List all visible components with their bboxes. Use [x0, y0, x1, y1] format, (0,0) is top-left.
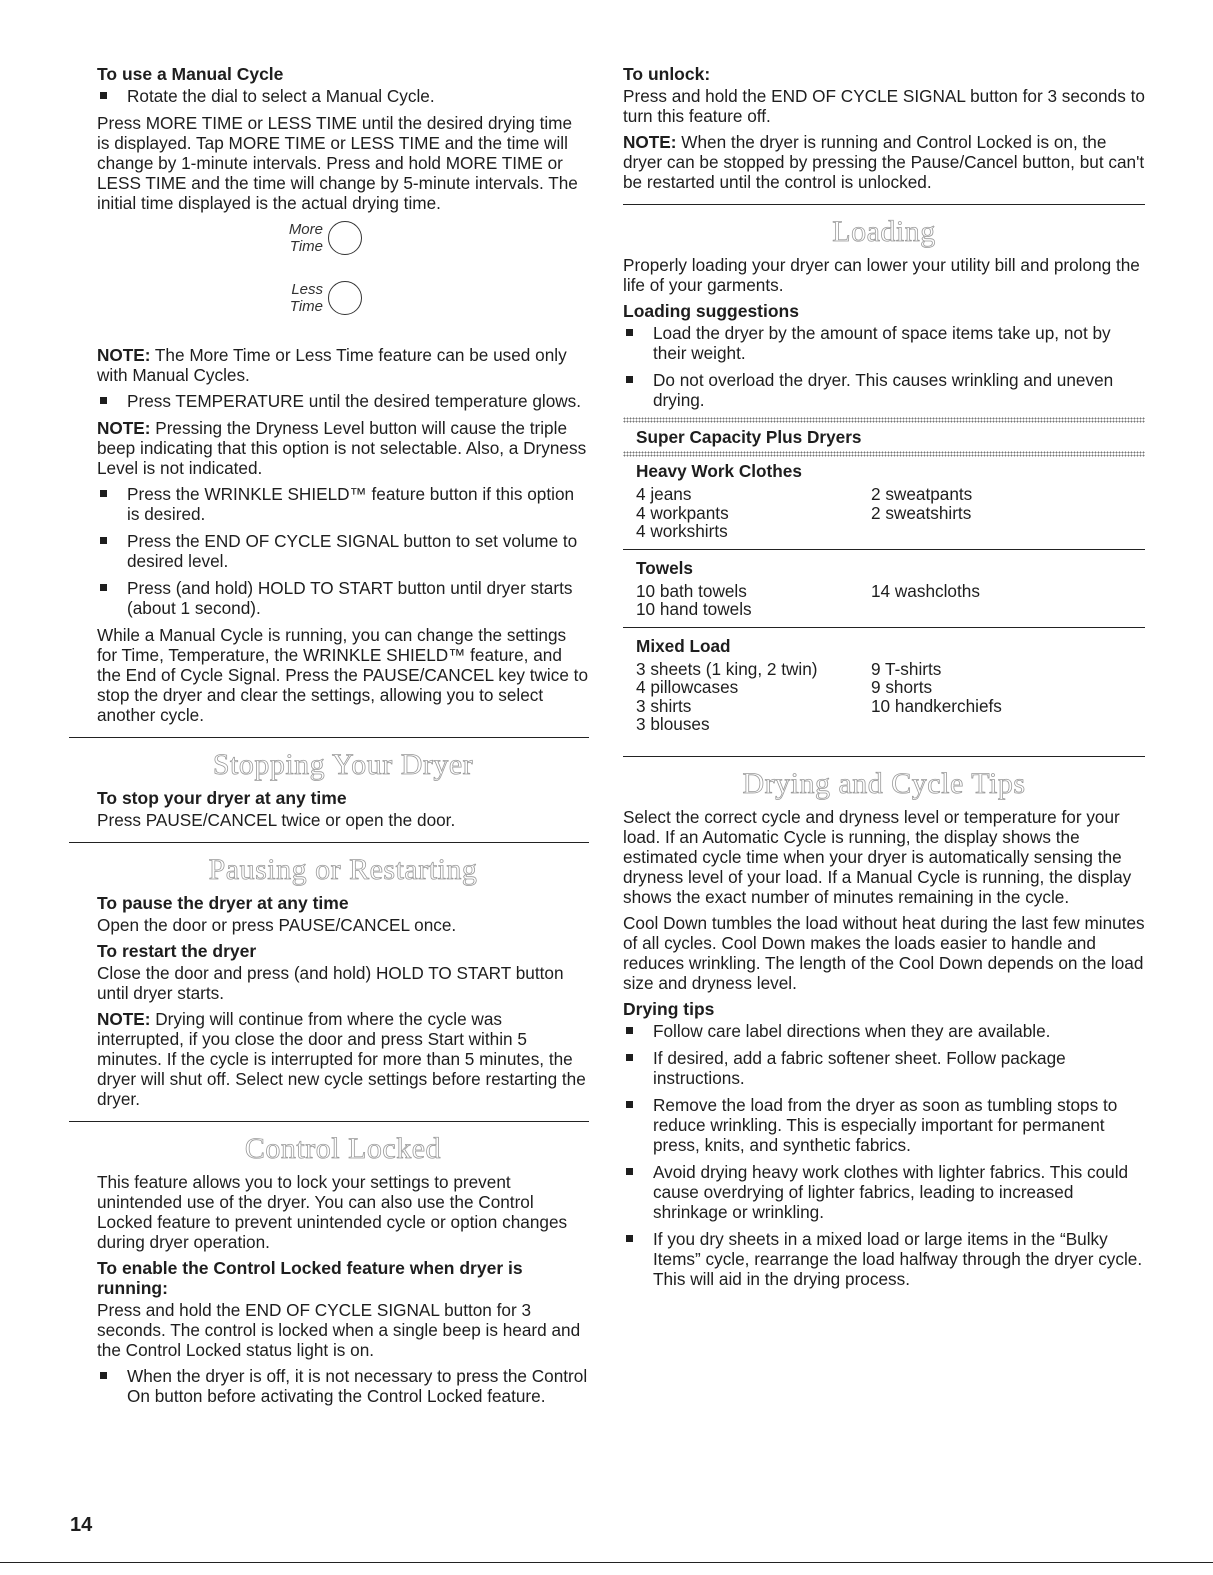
- page-bottom-rule: [0, 1562, 1213, 1563]
- capacity-table: [623, 427, 1145, 447]
- dotted-divider: [623, 417, 1145, 423]
- restart-heading: To restart the dryer: [97, 941, 257, 961]
- load-item: 2 sweatpants: [871, 484, 973, 504]
- load-item: 10 bath towels: [636, 580, 747, 601]
- tips-paragraph-1: Select the correct cycle and dryness level or temperature for your load. If an Automatic Cycle is running, the display shows the estimated cycle time when your dryer is automatically sensing the dryness level of your load. If a Manual Cycle is running, the display shows the exact number of minutes remaining in the cycle.: [623, 806, 1132, 907]
- pause-text: Open the door or press PAUSE/CANCEL once.: [97, 915, 457, 935]
- loading-suggestions-heading: Loading suggestions: [623, 301, 799, 321]
- list-item: Avoid drying heavy work clothes with lighter fabrics. This could cause overdrying of lighter fabrics, leading to increased shrinkage or wrinkling.: [623, 1162, 1145, 1222]
- manual-cycle-running-paragraph: While a Manual Cycle is running, you can change the settings for Time, Temperature, the WRINKLE SHIELD™ feature, and the End of Cycle Signal. Press the PAUSE/CANCEL key twice to stop the dryer and clear the settings, allowing you to select another cycle.: [97, 625, 589, 725]
- load-column-1: [636, 485, 871, 541]
- circle-icon: [328, 221, 362, 255]
- load-column-2: [871, 582, 1131, 619]
- towels-title: Towels: [636, 557, 693, 578]
- note-restart: [97, 1009, 589, 1109]
- list-item: Load the dryer by the amount of space items take up, not by their weight.: [623, 323, 1145, 363]
- loading-section-title: Loading: [832, 215, 936, 248]
- restart-text: Close the door and press (and hold) HOLD TO START button until dryer starts.: [97, 963, 564, 1003]
- pause-heading: To pause the dryer at any time: [97, 893, 349, 913]
- heavy-work-clothes-title: Heavy Work Clothes: [636, 461, 802, 481]
- load-item: 9 shorts: [871, 677, 933, 697]
- note-dryness: [97, 418, 589, 478]
- list-item: Do not overload the dryer. This causes wrinkling and uneven drying.: [623, 370, 1145, 410]
- enable-control-locked-text: Press and hold the END OF CYCLE SIGNAL button for 3 seconds. The control is locked when a single beep is heard and the Control Locked status light is on.: [97, 1300, 581, 1360]
- list-item: Remove the load from the dryer as soon as tumbling stops to reduce wrinkling. This is especially important for permanent press, knits, and synthetic fabrics.: [623, 1095, 1145, 1155]
- stopping-section-title: Stopping Your Dryer: [212, 748, 474, 781]
- list-item: Press the WRINKLE SHIELD™ feature button if this option is desired.: [97, 484, 589, 524]
- control-locked-section-title: Control Locked: [244, 1132, 442, 1165]
- load-item: 3 blouses: [636, 714, 710, 734]
- dotted-divider: [623, 451, 1145, 457]
- right-column: [623, 60, 1145, 1296]
- mixed-load-list: [636, 660, 1145, 734]
- note-label: NOTE:: [623, 132, 677, 152]
- manual-cycle-bullets-1: [97, 86, 589, 106]
- manual-cycle-bullets-2: [97, 391, 589, 411]
- note-more-time: [97, 345, 589, 385]
- control-locked-text: This feature allows you to lock your settings to prevent unintended use of the dryer. You can also use the Control Locked feature to prevent unintended cycle or option changes during dryer operation.: [97, 1172, 568, 1252]
- heavy-work-clothes-block: [623, 461, 1145, 541]
- manual-cycle-bullets-3: [97, 484, 589, 618]
- table-divider: [623, 549, 1145, 550]
- mixed-load-block: [623, 636, 1145, 734]
- section-divider: [69, 842, 589, 843]
- pausing-section-title: Pausing or Restarting: [208, 853, 478, 886]
- section-divider: [69, 737, 589, 738]
- time-dial-illustration: [97, 219, 589, 337]
- tips-section-title: Drying and Cycle Tips: [742, 766, 1026, 800]
- drying-tips-bullets: [623, 1021, 1145, 1289]
- load-item: 2 sweatshirts: [871, 502, 972, 523]
- left-column: [97, 60, 589, 1413]
- enable-control-locked-heading: To enable the Control Locked feature when dryer is running:: [97, 1258, 523, 1298]
- more-time-label-2: Time: [289, 238, 323, 255]
- note-label: NOTE:: [97, 345, 151, 365]
- mixed-load-title: Mixed Load: [636, 635, 731, 656]
- less-time-label-2: Time: [289, 298, 323, 315]
- tips-paragraph-2: Cool Down tumbles the load without heat during the last few minutes of all cycles. Cool Down makes the loads easier to handle and reduces wrinkling. The length of the Cool Down depends on the load size and dryness level.: [623, 912, 1145, 993]
- note-text: Pressing the Dryness Level button will cause the triple beep indicating that this option is not selectable. Also, a Dryness Level is not indicated.: [97, 418, 587, 478]
- loading-text: Properly loading your dryer can lower your utility bill and prolong the life of your garments.: [623, 255, 1140, 295]
- manual-cycle-heading: To use a Manual Cycle: [97, 64, 284, 84]
- table-divider: [623, 627, 1145, 628]
- towels-list: [636, 582, 1145, 619]
- load-item: 3 sheets (1 king, 2 twin): [636, 658, 818, 679]
- note-label: NOTE:: [97, 1009, 151, 1029]
- heavy-work-clothes-list: [636, 485, 1145, 541]
- load-item: 10 handkerchiefs: [871, 695, 1002, 716]
- more-time-label-1: More: [288, 221, 323, 238]
- load-column-2: [871, 660, 1131, 734]
- section-divider: [69, 1121, 589, 1122]
- unlock-heading: To unlock:: [623, 64, 711, 84]
- list-item: Press TEMPERATURE until the desired temperature glows.: [97, 391, 589, 411]
- load-item: 3 shirts: [636, 695, 692, 716]
- note-text: Drying will continue from where the cycle was interrupted, if you close the door and press Start within 5 minutes. If the cycle is interrupted for more than 5 minutes, the dryer will shut off. Select new cycle settings before restarting the dryer.: [97, 1009, 586, 1109]
- loading-bullets: [623, 323, 1145, 410]
- list-item: If desired, add a fabric softener sheet. Follow package instructions.: [623, 1048, 1145, 1088]
- list-item: When the dryer is off, it is not necessary to press the Control On button before activating the Control Locked feature.: [97, 1366, 589, 1406]
- more-time-button-illustration: [283, 219, 373, 269]
- section-divider: [623, 204, 1145, 205]
- note-unlock: [623, 132, 1145, 192]
- page-number: 14: [70, 1514, 93, 1536]
- load-item: 10 hand towels: [636, 599, 752, 619]
- list-item: Follow care label directions when they are available.: [623, 1021, 1145, 1041]
- stop-text: Press PAUSE/CANCEL twice or open the door.: [97, 810, 456, 830]
- control-locked-bullets: [97, 1366, 589, 1406]
- load-column-1: [636, 582, 871, 619]
- load-item: 4 pillowcases: [636, 677, 739, 697]
- note-text: When the dryer is running and Control Locked is on, the dryer can be stopped by pressing the Pause/Cancel button, but can't be restarted until the control is unlocked.: [623, 132, 1145, 192]
- section-divider: [623, 756, 1145, 757]
- capacity-title: Super Capacity Plus Dryers: [636, 427, 862, 447]
- less-time-button-illustration: [283, 279, 373, 329]
- unlock-text: Press and hold the END OF CYCLE SIGNAL button for 3 seconds to turn this feature off.: [623, 86, 1145, 126]
- list-item: Press (and hold) HOLD TO START button until dryer starts (about 1 second).: [97, 578, 589, 618]
- load-item: 4 workpants: [636, 502, 729, 523]
- load-item: 4 workshirts: [636, 521, 728, 541]
- manual-cycle-paragraph: Press MORE TIME or LESS TIME until the desired drying time is displayed. Tap MORE TIME or LESS TIME and the time will change by 1-minute intervals. Press and hold MORE TIME or LESS TIME and the time will change by 5-minute intervals. The initial time displayed is the actual drying time.: [97, 113, 578, 213]
- load-item: 14 washcloths: [871, 580, 980, 601]
- load-column-1: [636, 660, 871, 734]
- load-item: 9 T-shirts: [871, 658, 942, 679]
- stop-heading: To stop your dryer at any time: [97, 788, 347, 808]
- list-item: If you dry sheets in a mixed load or large items in the “Bulky Items” cycle, rearrange the load halfway through the dryer cycle. This will aid in the drying process.: [623, 1229, 1145, 1289]
- list-item: Press the END OF CYCLE SIGNAL button to set volume to desired level.: [97, 531, 589, 571]
- list-item: Rotate the dial to select a Manual Cycle.: [97, 86, 589, 106]
- circle-icon: [328, 281, 362, 315]
- drying-tips-heading: Drying tips: [623, 998, 715, 1019]
- load-column-2: [871, 485, 1131, 541]
- load-item: 4 jeans: [636, 484, 692, 504]
- note-text: The More Time or Less Time feature can be used only with Manual Cycles.: [97, 345, 567, 385]
- towels-block: [623, 558, 1145, 619]
- less-time-label-1: Less: [291, 281, 323, 298]
- note-label: NOTE:: [97, 418, 151, 438]
